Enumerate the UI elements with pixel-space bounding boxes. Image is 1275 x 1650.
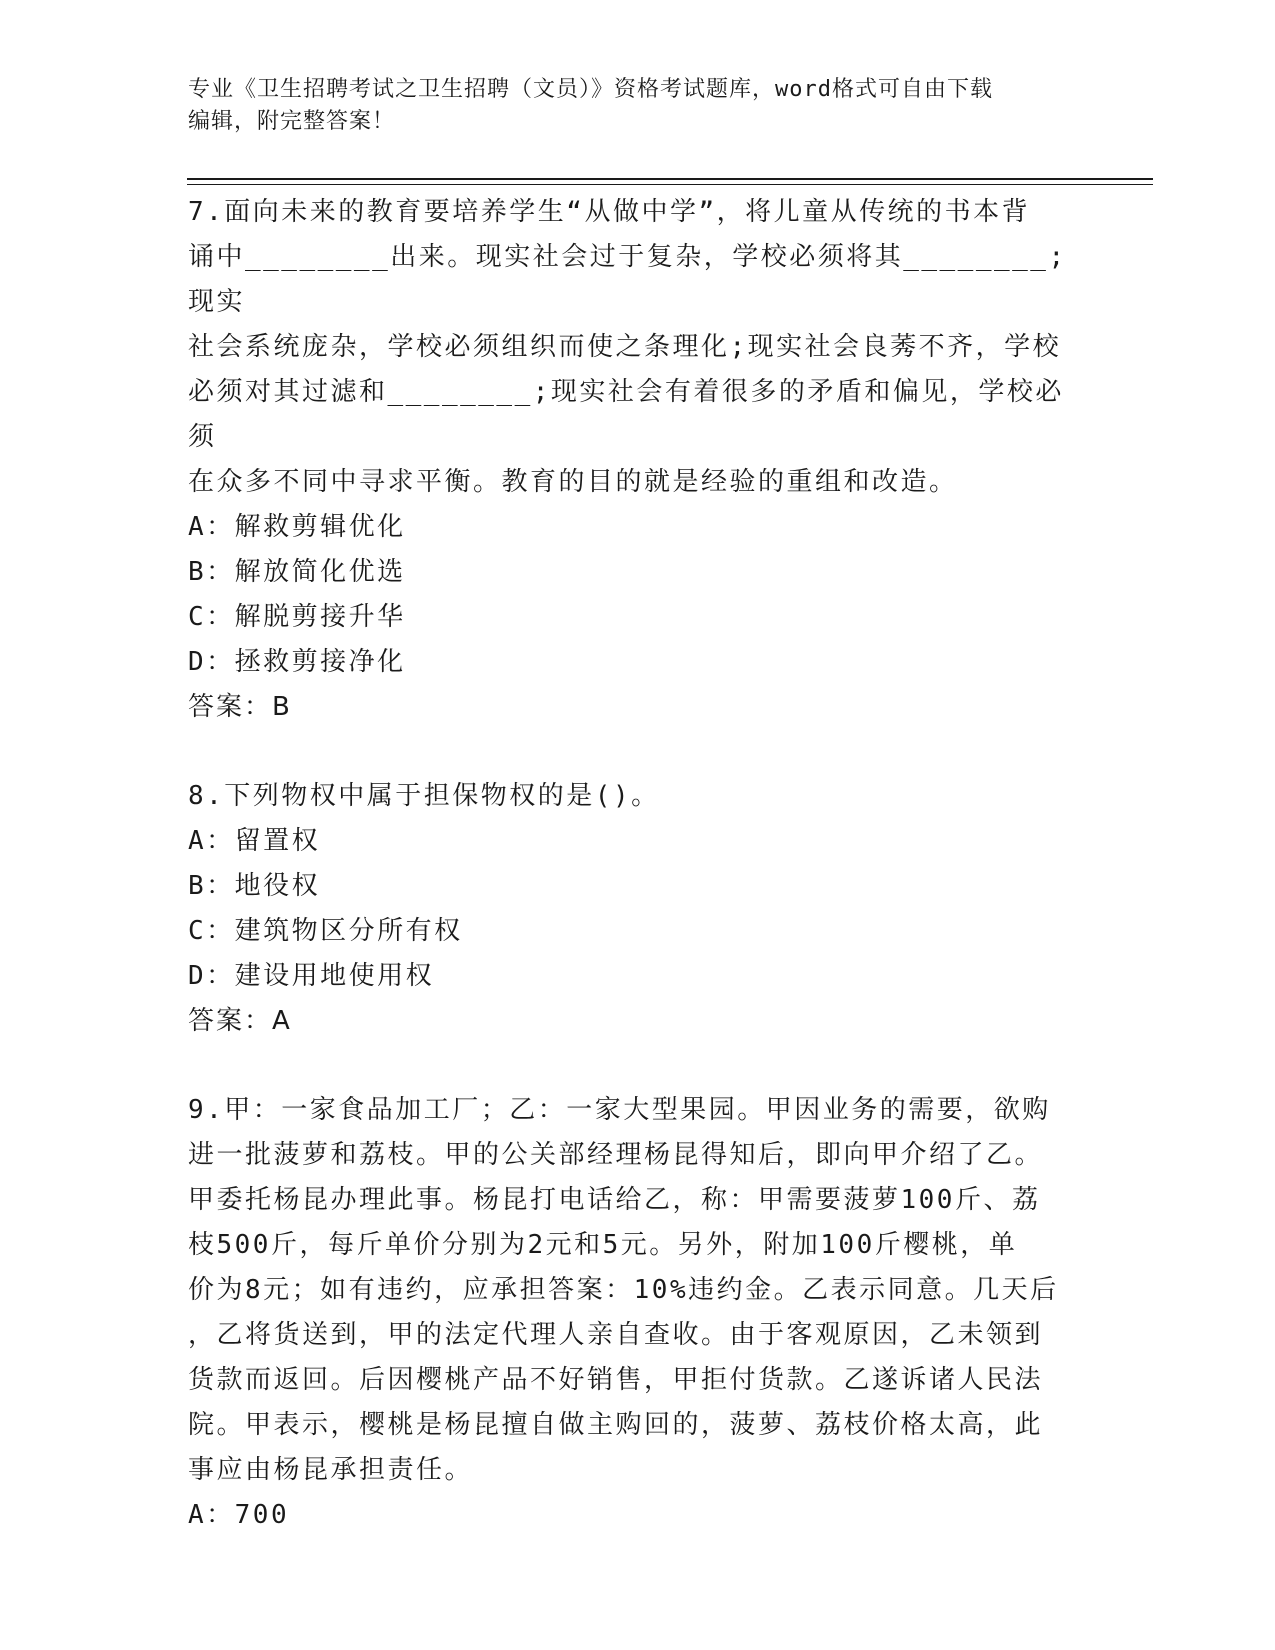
option-c: C：解脱剪接升华 [188, 602, 406, 632]
question-stem: 9.甲：一家食品加工厂；乙：一家大型果园。甲因业务的需要，欲购 进一批菠萝和荔枝。甲的公关部经理杨昆得知后，即向甲介绍了乙。 甲委托杨昆办理此事。杨昆打电话给乙，称：甲需要菠萝100斤、荔 枝500斤，每斤单价分别为2元和5元。另外，附加100斤樱桃，单 价为8元；如有违约，应承担答案：10%违约金。乙表示同意。几天后 ，乙将货送到，甲的法定代理人亲自查收。由于客观原因，乙未领到 货款而返回。后因樱桃产品不好销售，甲拒付货款。乙遂诉诸人民法 院。甲表示，樱桃是杨昆擅自做主购回的，菠萝、荔枝价格太高，此 事应由杨昆承担责任。 [188, 1095, 1059, 1485]
option-c: C：建筑物区分所有权 [188, 916, 463, 946]
question-8 [188, 774, 1088, 1044]
question-stem: 7.面向未来的教育要培养学生“从做中学”，将儿童从传统的书本背 诵中________出来。现实社会过于复杂，学校必须将其________;现实 社会系统庞杂，学校必须组织而使之条理化;现实社会良莠不齐，学校 必须对其过滤和________;现实社会有着很多的矛盾和偏见，学校必须 在众多不同中寻求平衡。教育的目的就是经验的重组和改造。 [188, 197, 1067, 497]
header-line-1: 专业《卫生招聘考试之卫生招聘（文员）》资格考试题库，word格式可自由下载 [188, 77, 993, 102]
option-d: D：拯救剪接净化 [188, 647, 406, 677]
header-divider-thin [187, 184, 1153, 185]
question-list [188, 190, 1088, 1538]
answer: 答案：B [188, 692, 292, 722]
option-d: D：建设用地使用权 [188, 961, 435, 991]
answer: 答案：A [188, 1006, 292, 1036]
option-b: B：解放简化优选 [188, 557, 406, 587]
question-7 [188, 190, 1088, 730]
option-a: A：700 [188, 1500, 290, 1530]
question-9 [188, 1088, 1088, 1538]
spacer [188, 730, 1088, 774]
page-header [188, 74, 1068, 138]
option-a: A：解救剪辑优化 [188, 512, 406, 542]
option-a: A：留置权 [188, 826, 321, 856]
spacer [188, 1044, 1088, 1088]
option-b: B：地役权 [188, 871, 321, 901]
header-divider-thick [187, 178, 1153, 180]
question-stem: 8.下列物权中属于担保物权的是()。 [188, 781, 660, 811]
header-line-2: 编辑，附完整答案！ [188, 109, 396, 134]
